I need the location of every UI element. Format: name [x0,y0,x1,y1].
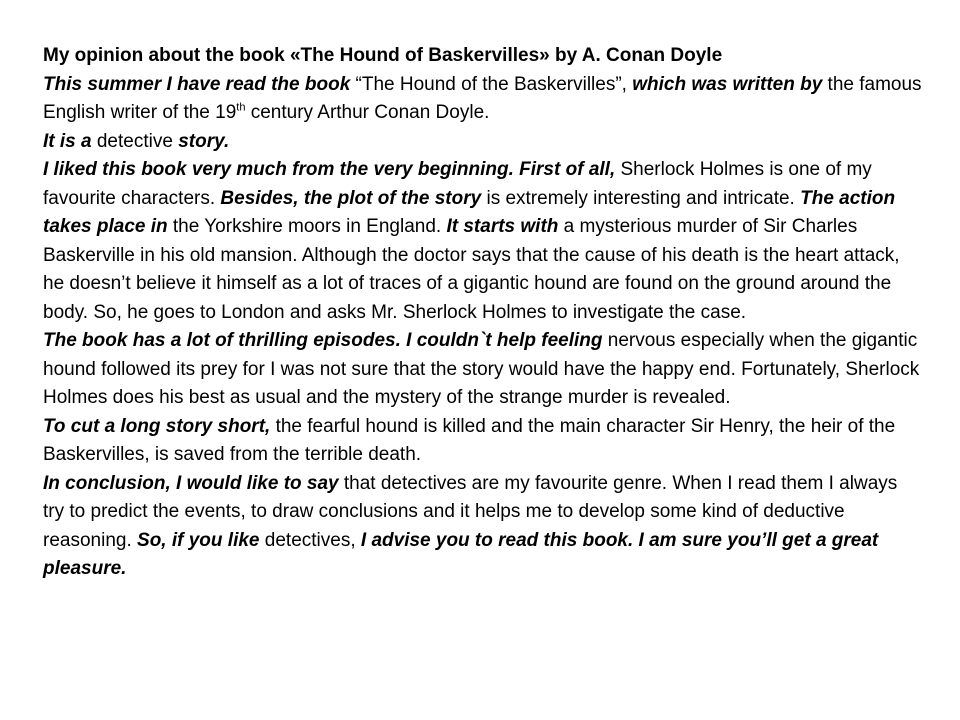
phrase: which was written by [632,73,823,95]
phrase: It is a [43,130,92,152]
phrase: story. [178,130,230,152]
phrase: I advise you to read this book. I am sure you’ll get a great pleasure. [43,529,879,579]
paragraph-conclusion [43,470,923,584]
paragraph-intro [43,71,923,157]
phrase: In conclusion, I would like to say [43,472,339,494]
phrase: This summer I have read the book [43,73,351,95]
phrase: I liked this book very much from the very beginning. First of all, [43,159,616,180]
phrase: Besides, the plot of the story [220,187,482,209]
text: “The Hound of the Baskervilles”, [350,73,633,95]
text: the fearful hound is killed and the main character Sir Henry, the heir of the Baskervilles, is saved from the terrible death. [43,415,896,465]
essay-title: My opinion about the book «The Hound of Baskervilles» by A. Conan Doyle [43,45,723,66]
phrase: It starts with [446,216,559,237]
phrase: To cut a long story short, [43,415,271,437]
text: is extremely interesting and intricate. [481,187,801,209]
text: a mysterious murder of Sir Charles Baskerville in his old mansion. Although the doctor says that the cause of his death is the heart attack, he doesn’t believe it himself as a lot of traces of a gigantic hound are found on the ground around the body. So, he goes to London and asks Mr. Sherlock Holmes to investigate the case. [43,216,900,323]
text: that detectives are my favourite genre. When I read them I always try to predict the events, to draw conclusions and it helps me to develop some kind of deductive reasoning. [43,472,898,551]
phrase: So, if you like [137,529,260,551]
paragraph-summary [43,413,923,470]
phrase: The book has a lot of thrilling episodes. I couldn`t help feeling [43,330,603,351]
paragraph-opinion [43,156,923,327]
superscript: th [236,101,246,114]
text: the Yorkshire moors in England. [167,216,447,237]
text: detective [91,130,179,152]
text: detectives, [259,529,361,551]
text: nervous especially when the gigantic hound followed its prey for I was not sure that the story would have the happy end. Fortunately, Sherlock Holmes does his best as usual and the mystery of the strange murder is revealed. [43,330,920,408]
text: the famous English writer of the 19 [43,73,922,123]
text: century Arthur Conan Doyle. [245,102,490,123]
paragraph-episodes [43,327,923,413]
phrase: The action takes place in [43,187,896,237]
text: Sherlock Holmes is one of my favourite characters. [43,159,872,209]
essay-slide [43,42,923,584]
